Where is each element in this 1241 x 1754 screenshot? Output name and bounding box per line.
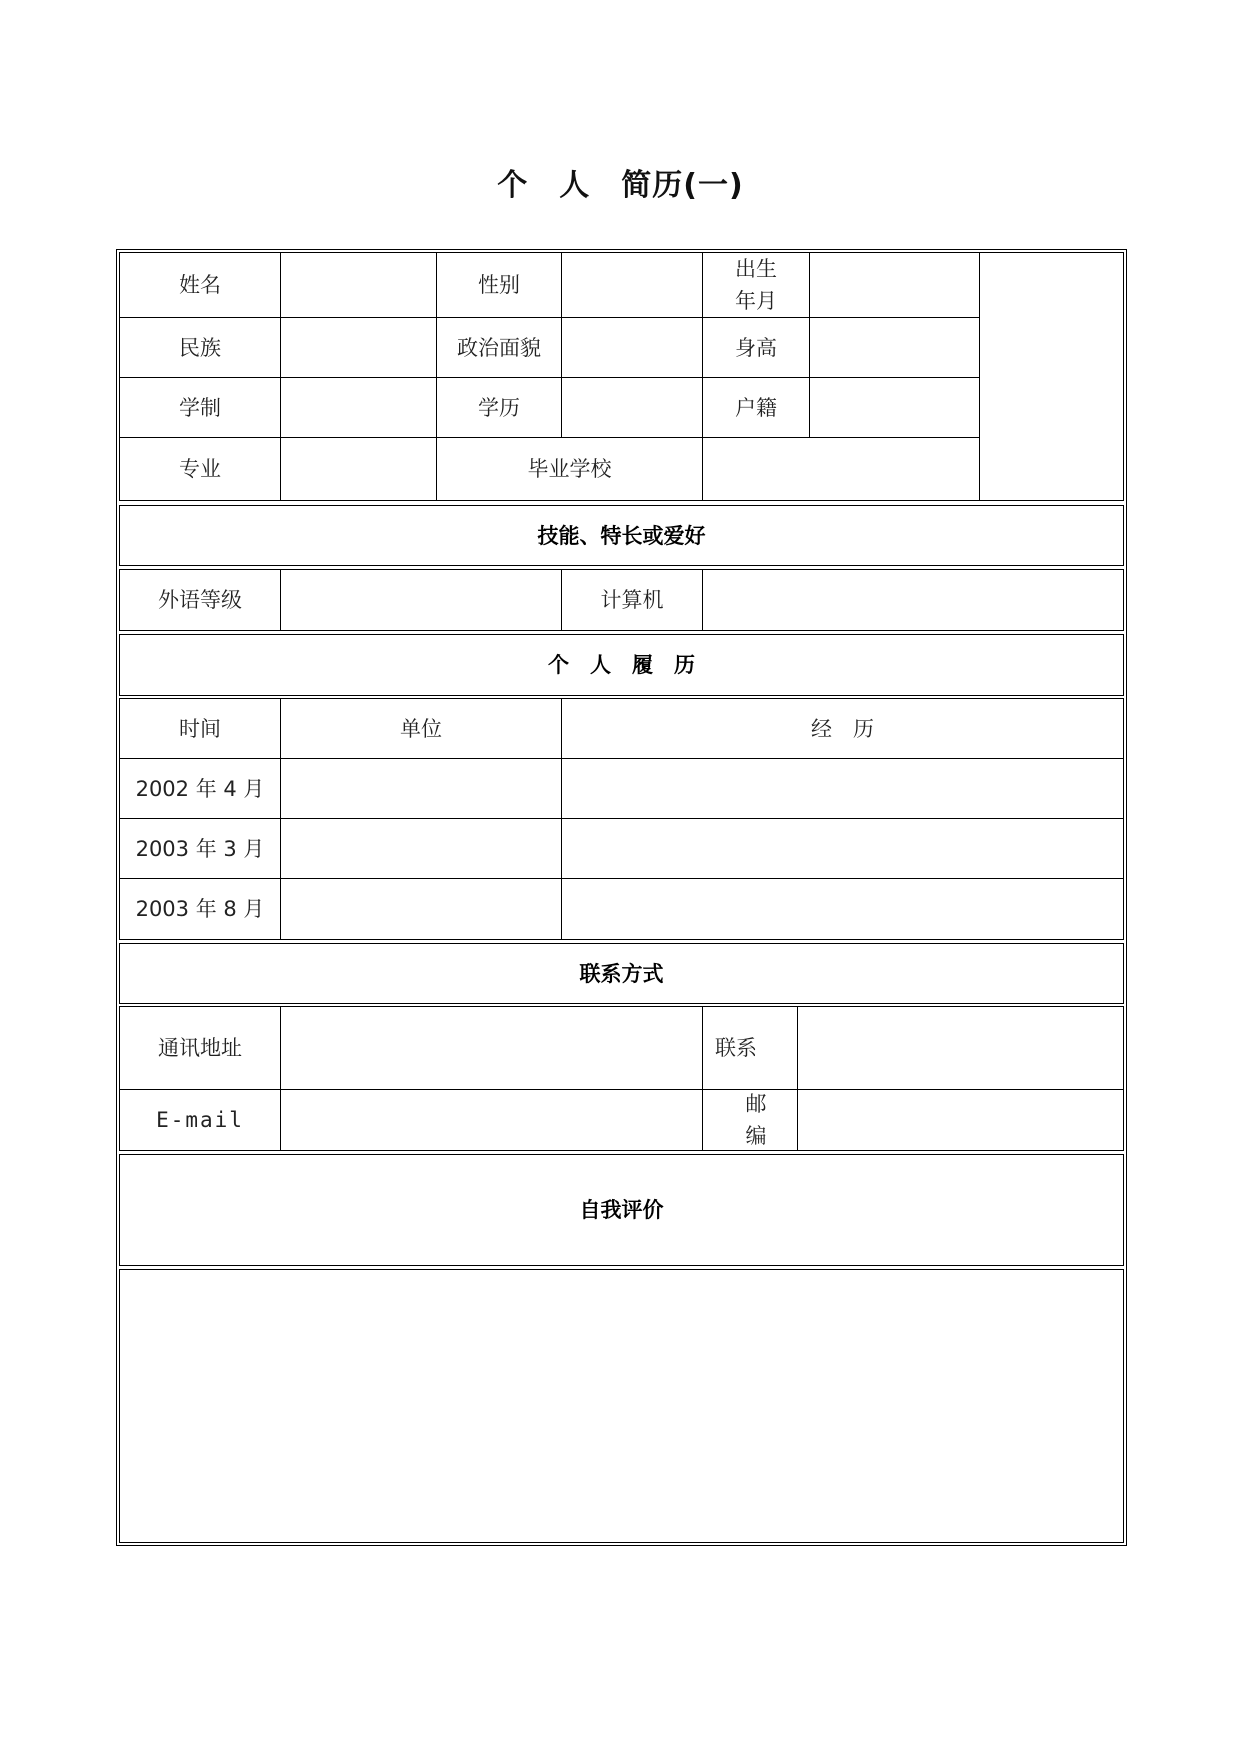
hukou-field[interactable] — [809, 377, 980, 438]
photo-box[interactable] — [979, 252, 1124, 501]
history-row-time: 2003 年 3 月 — [119, 818, 281, 879]
gender-label: 性别 — [436, 252, 562, 318]
ethnicity-label: 民族 — [119, 317, 281, 378]
schooling-field[interactable] — [280, 377, 437, 438]
height-field[interactable] — [809, 317, 980, 378]
school-label: 毕业学校 — [436, 437, 703, 501]
language-field[interactable] — [280, 569, 562, 631]
schooling-label: 学制 — [119, 377, 281, 438]
email-field[interactable] — [280, 1089, 703, 1151]
hukou-label: 户籍 — [702, 377, 810, 438]
history-header: 个 人 履 历 — [119, 634, 1124, 696]
zip-label: 邮 编 — [702, 1089, 798, 1151]
birth-label: 出生年月 — [702, 252, 810, 318]
history-col-unit: 单位 — [280, 698, 562, 759]
address-field[interactable] — [280, 1006, 703, 1090]
name-label: 姓名 — [119, 252, 281, 318]
language-label: 外语等级 — [119, 569, 281, 631]
contact-header: 联系方式 — [119, 943, 1124, 1004]
phone-label: 联系 — [702, 1006, 798, 1090]
education-label: 学历 — [436, 377, 562, 438]
history-row-experience[interactable] — [561, 758, 1124, 819]
history-row-time: 2002 年 4 月 — [119, 758, 281, 819]
school-field[interactable] — [702, 437, 980, 501]
gender-field[interactable] — [561, 252, 703, 318]
history-col-time: 时间 — [119, 698, 281, 759]
computer-field[interactable] — [702, 569, 1124, 631]
resume-title: 个 人 简历(一) — [497, 168, 744, 203]
skills-header: 技能、特长或爱好 — [119, 505, 1124, 566]
history-col-experience: 经 历 — [561, 698, 1124, 759]
history-row-experience[interactable] — [561, 818, 1124, 879]
name-field[interactable] — [280, 252, 437, 318]
major-label: 专业 — [119, 437, 281, 501]
major-field[interactable] — [280, 437, 437, 501]
height-label: 身高 — [702, 317, 810, 378]
birth-field[interactable] — [809, 252, 980, 318]
computer-label: 计算机 — [561, 569, 703, 631]
history-row-experience[interactable] — [561, 878, 1124, 940]
zip-field[interactable] — [797, 1089, 1124, 1151]
ethnicity-field[interactable] — [280, 317, 437, 378]
history-row-unit[interactable] — [280, 818, 562, 879]
email-label: E-mail — [119, 1089, 281, 1151]
phone-field[interactable] — [797, 1006, 1124, 1090]
address-label: 通讯地址 — [119, 1006, 281, 1090]
evaluation-field[interactable] — [119, 1269, 1124, 1543]
education-field[interactable] — [561, 377, 703, 438]
history-row-unit[interactable] — [280, 878, 562, 940]
evaluation-header: 自我评价 — [119, 1154, 1124, 1266]
political-label: 政治面貌 — [436, 317, 562, 378]
history-row-time: 2003 年 8 月 — [119, 878, 281, 940]
political-field[interactable] — [561, 317, 703, 378]
history-row-unit[interactable] — [280, 758, 562, 819]
